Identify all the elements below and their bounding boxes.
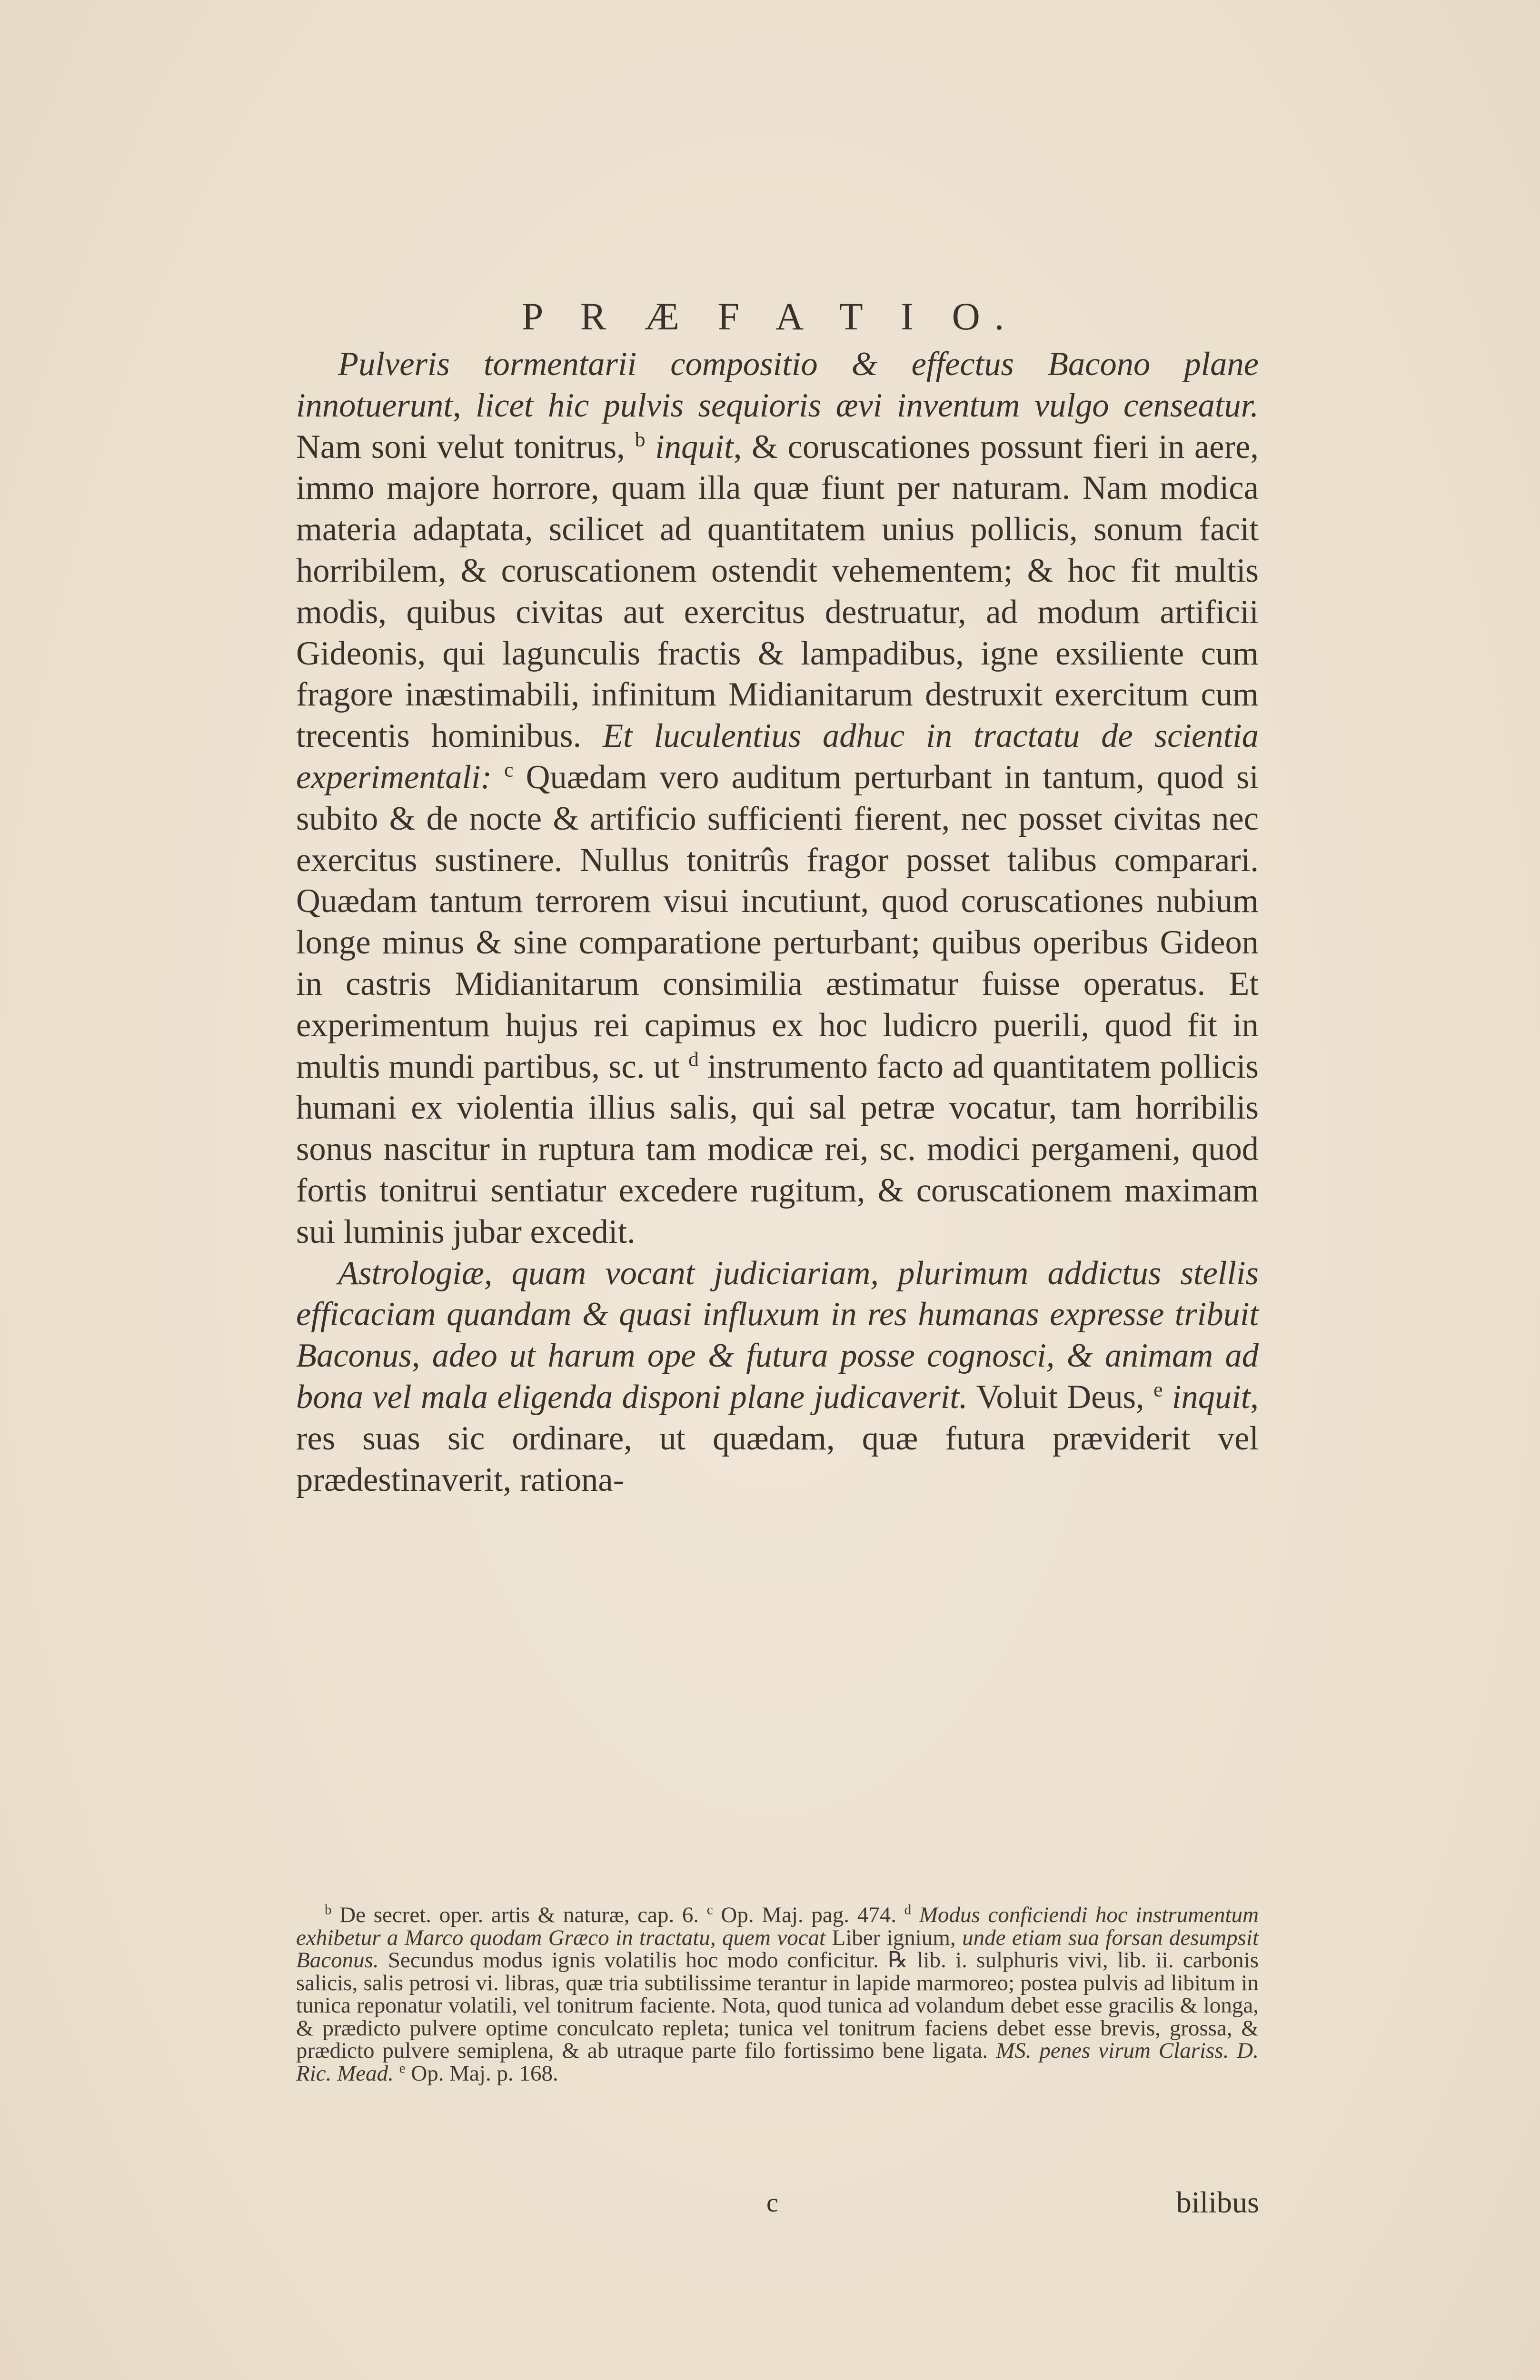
footnote-marker: b [325, 1902, 332, 1918]
footnote-marker: b [635, 428, 646, 451]
text-run: Secundus modus ignis volatilis hoc modo conficitur. ℞ lib. i. sulphuris vivi, lib. ii. carbonis salicis, salis petrosi vi. libras, quæ tria subtilissime terantur in lapide marmoreo; postea pulvis ad libitum in tunica reponatur volatili, vel tonitrum faciente. Nota, quod tunica ad volandum debet esse gracilis & longa, & prædicto pulvere optime conculcato repleta; tunica vel tonitrum faciens debet esse brevis, grossa, & prædicto pulvere semiplena, & ab utraque parte filo fortissimo bene ligata. [296, 1948, 1259, 2063]
footnote-block [296, 1904, 1259, 2085]
footnote-marker: c [504, 758, 514, 782]
text-run: Op. Maj. p. 168. [405, 2061, 558, 2086]
footnote-marker: e [1153, 1378, 1163, 1401]
italic-run: inquit [1172, 1378, 1251, 1416]
italic-run: inquit [655, 428, 734, 466]
footnote-marker: c [706, 1902, 713, 1918]
text-run: Op. Maj. pag. 474. [713, 1903, 904, 1927]
italic-run: unde etiam sua forsan desumpsit Baconus. [296, 1925, 1259, 1973]
italic-run: Astrologiæ, quam vocant judiciariam, plurimum addictus stellis efficaciam quandam & quasi influxum in res humanas expresse tribuit Baconus, adeo ut harum ope & futura posse cognosci, & animam ad bona vel mala eligenda disponi plane judicaverit. [296, 1254, 1259, 1416]
paragraph-1 [296, 344, 1259, 1253]
paragraph-2 [296, 1253, 1259, 1501]
italic-run: Pulveris tormentarii compositio & effectus Bacono plane innotuerunt, licet hic pulvis sequioris ævi inventum vulgo censeatur. [296, 346, 1259, 424]
signature-mark: c [766, 2188, 778, 2218]
italic-run: Et luculentius adhuc in tractatu de scientia experimentali: [296, 717, 1259, 796]
page-title: P R Æ F A T I O. [521, 295, 1019, 338]
main-text [296, 344, 1259, 1500]
text-run [492, 759, 504, 796]
text-run: Voluit Deus, [967, 1378, 1154, 1416]
text-run: , res suas sic ordinare, ut quædam, quæ futura præviderit vel prædestinaverit, rationa- [296, 1378, 1259, 1498]
text-run [911, 1903, 919, 1927]
footnote-marker: e [399, 2060, 406, 2076]
italic-run: Modus conficiendi hoc instrumentum exhibetur a Marco quodam Græco in tractatu, quem vocat [296, 1903, 1259, 1950]
italic-run: MS. penes virum Clariss. D. Ric. Mead. [296, 2038, 1259, 2086]
catchword: bilibus [1176, 2185, 1259, 2219]
footnotes [296, 1904, 1259, 2085]
text-run: Liber ignium, [825, 1925, 963, 1950]
footnote-marker: d [904, 1902, 912, 1918]
text-run: instrumento facto ad quantitatem pollicis humani ex violentia illius salis, qui sal petræ vocatur, tam horribilis sonus nascitur in ruptura tam modicæ rei, sc. modici pergameni, quod fortis tonitrui sentiatur excedere rugitum, & coruscationem maximam sui luminis jubar excedit. [296, 1048, 1259, 1250]
text-run: Nam soni velut tonitrus, [296, 428, 635, 466]
text-run: De secret. oper. artis & naturæ, cap. 6. [331, 1903, 707, 1927]
text-run [1162, 1378, 1172, 1416]
text-run: Quædam vero auditum perturbant in tantum, quod si subito & de nocte & artificio sufficienti fierent, nec posset civitas nec exercitus sustinere. Nullus tonitrûs fragor posset talibus comparari. Quædam tantum terrorem visui incutiunt, quod coruscationes nubium longe minus & sine comparatione perturbant; quibus operibus Gideon in castris Midianitarum consimilia æstimatur fuisse operatus. Et experimentum hujus rei capimus ex hoc ludicro puerili, quod fit in multis mundi partibus, sc. ut [296, 758, 1259, 1085]
footnote-marker: d [688, 1048, 699, 1071]
text-run [645, 428, 655, 466]
text-run [394, 2061, 399, 2086]
text-run: , & coruscationes possunt fieri in aere, immo majore horrore, quam illa quæ fiunt per naturam. Nam modica materia adaptata, scilicet ad quantitatem unius pollicis, sonum facit horribilem, & coruscationem ostendit vehementem; & hoc fit multis modis, quibus civitas aut exercitus destruatur, ad modum artificii Gideonis, qui lagunculis fractis & lampadibus, igne exsiliente cum fragore inæstimabili, infinitum Midianitarum destruxit exercitum cum trecentis hominibus. [296, 428, 1259, 755]
